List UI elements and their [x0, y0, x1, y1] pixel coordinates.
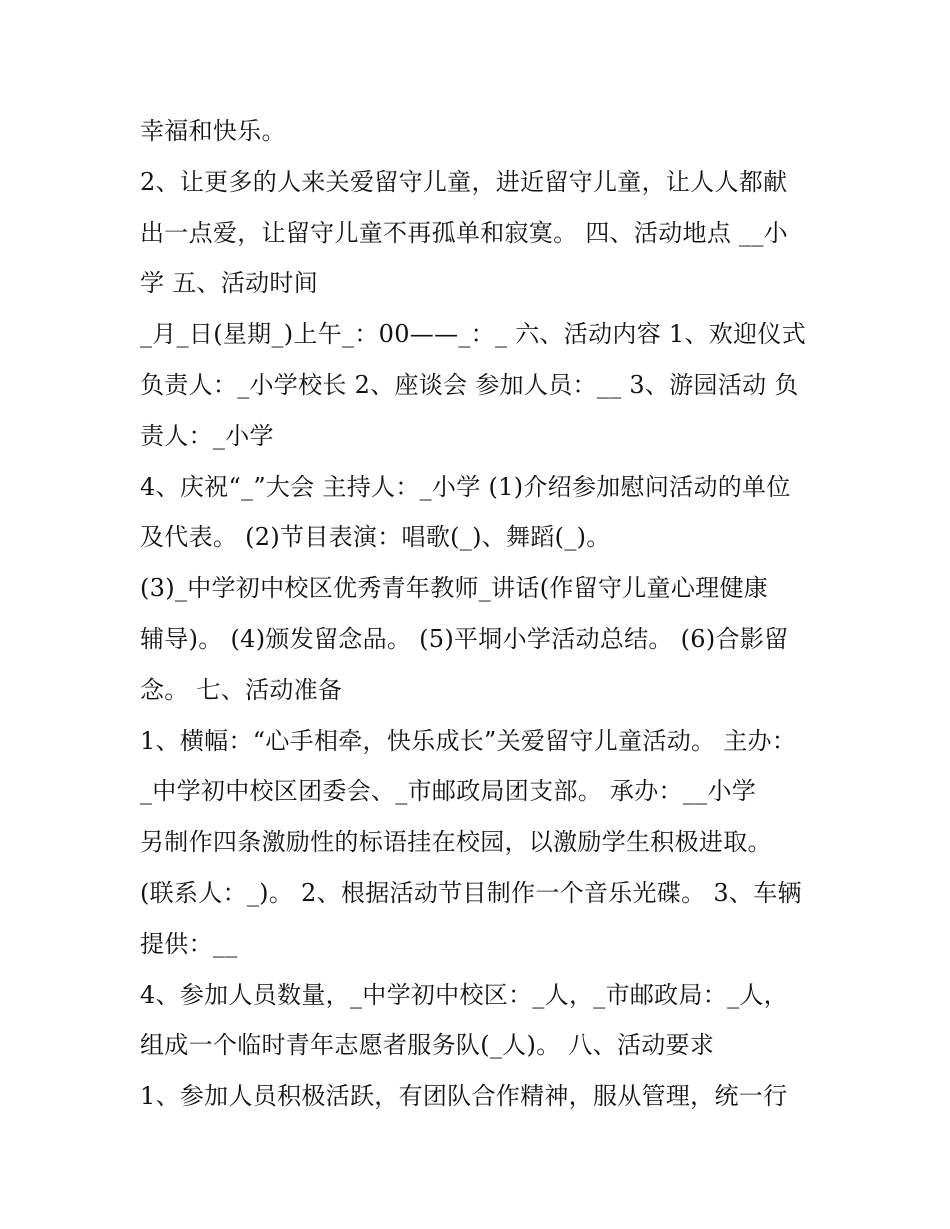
text-line: 1、参加人员积极活跃，有团队合作精神，服从管理，统一行: [140, 1082, 788, 1111]
text-line: 学 五、活动时间: [140, 269, 319, 298]
text-line: 负责人：_小学校长 2、座谈会 参加人员：__ 3、游园活动 负: [140, 370, 799, 399]
document-body: [140, 106, 820, 1122]
text-line: 辅导)。 (4)颁发留念品。 (5)平垌小学活动总结。 (6)合影留: [140, 624, 789, 653]
text-line: 出一点爱，让留守儿童不再孤单和寂寞。 四、活动地点 __小: [140, 218, 788, 247]
text-line: (3)_中学初中校区优秀青年教师_讲话(作留守儿童心理健康: [140, 574, 769, 603]
text-line: _月_日(星期_)上午_：00——_：_ 六、活动内容 1、欢迎仪式: [140, 320, 806, 349]
text-line: 及代表。 (2)节目表演：唱歌(_)、舞蹈(_)。: [140, 523, 611, 552]
text-line: 4、庆祝“_”大会 主持人：_小学 (1)介绍参加慰问活动的单位: [140, 472, 791, 501]
text-line: _中学初中校区团委会、_市邮政局团支部。 承办：__小学: [140, 777, 757, 806]
text-line: 组成一个临时青年志愿者服务队(_人)。 八、活动要求: [140, 1031, 715, 1060]
text-line: 4、参加人员数量，_中学初中校区：_人，_市邮政局：_人，: [140, 980, 788, 1009]
text-line: 念。 七、活动准备: [140, 675, 343, 704]
text-line: 提供：__: [140, 929, 238, 958]
text-line: 2、让更多的人来关爱留守儿童，进近留守儿童，让人人都献: [140, 167, 788, 196]
text-line: 责人：_小学: [140, 421, 274, 450]
text-line: 1、横幅：“心手相牵，快乐成长”关爱留守儿童活动。 主办：: [140, 726, 797, 755]
text-line: (联系人：_)。 2、根据活动节目制作一个音乐光碟。 3、车辆: [140, 878, 802, 907]
text-line: 幸福和快乐。: [140, 117, 286, 145]
text-line: 另制作四条激励性的标语挂在校园，以激励学生积极进取。: [140, 828, 772, 857]
